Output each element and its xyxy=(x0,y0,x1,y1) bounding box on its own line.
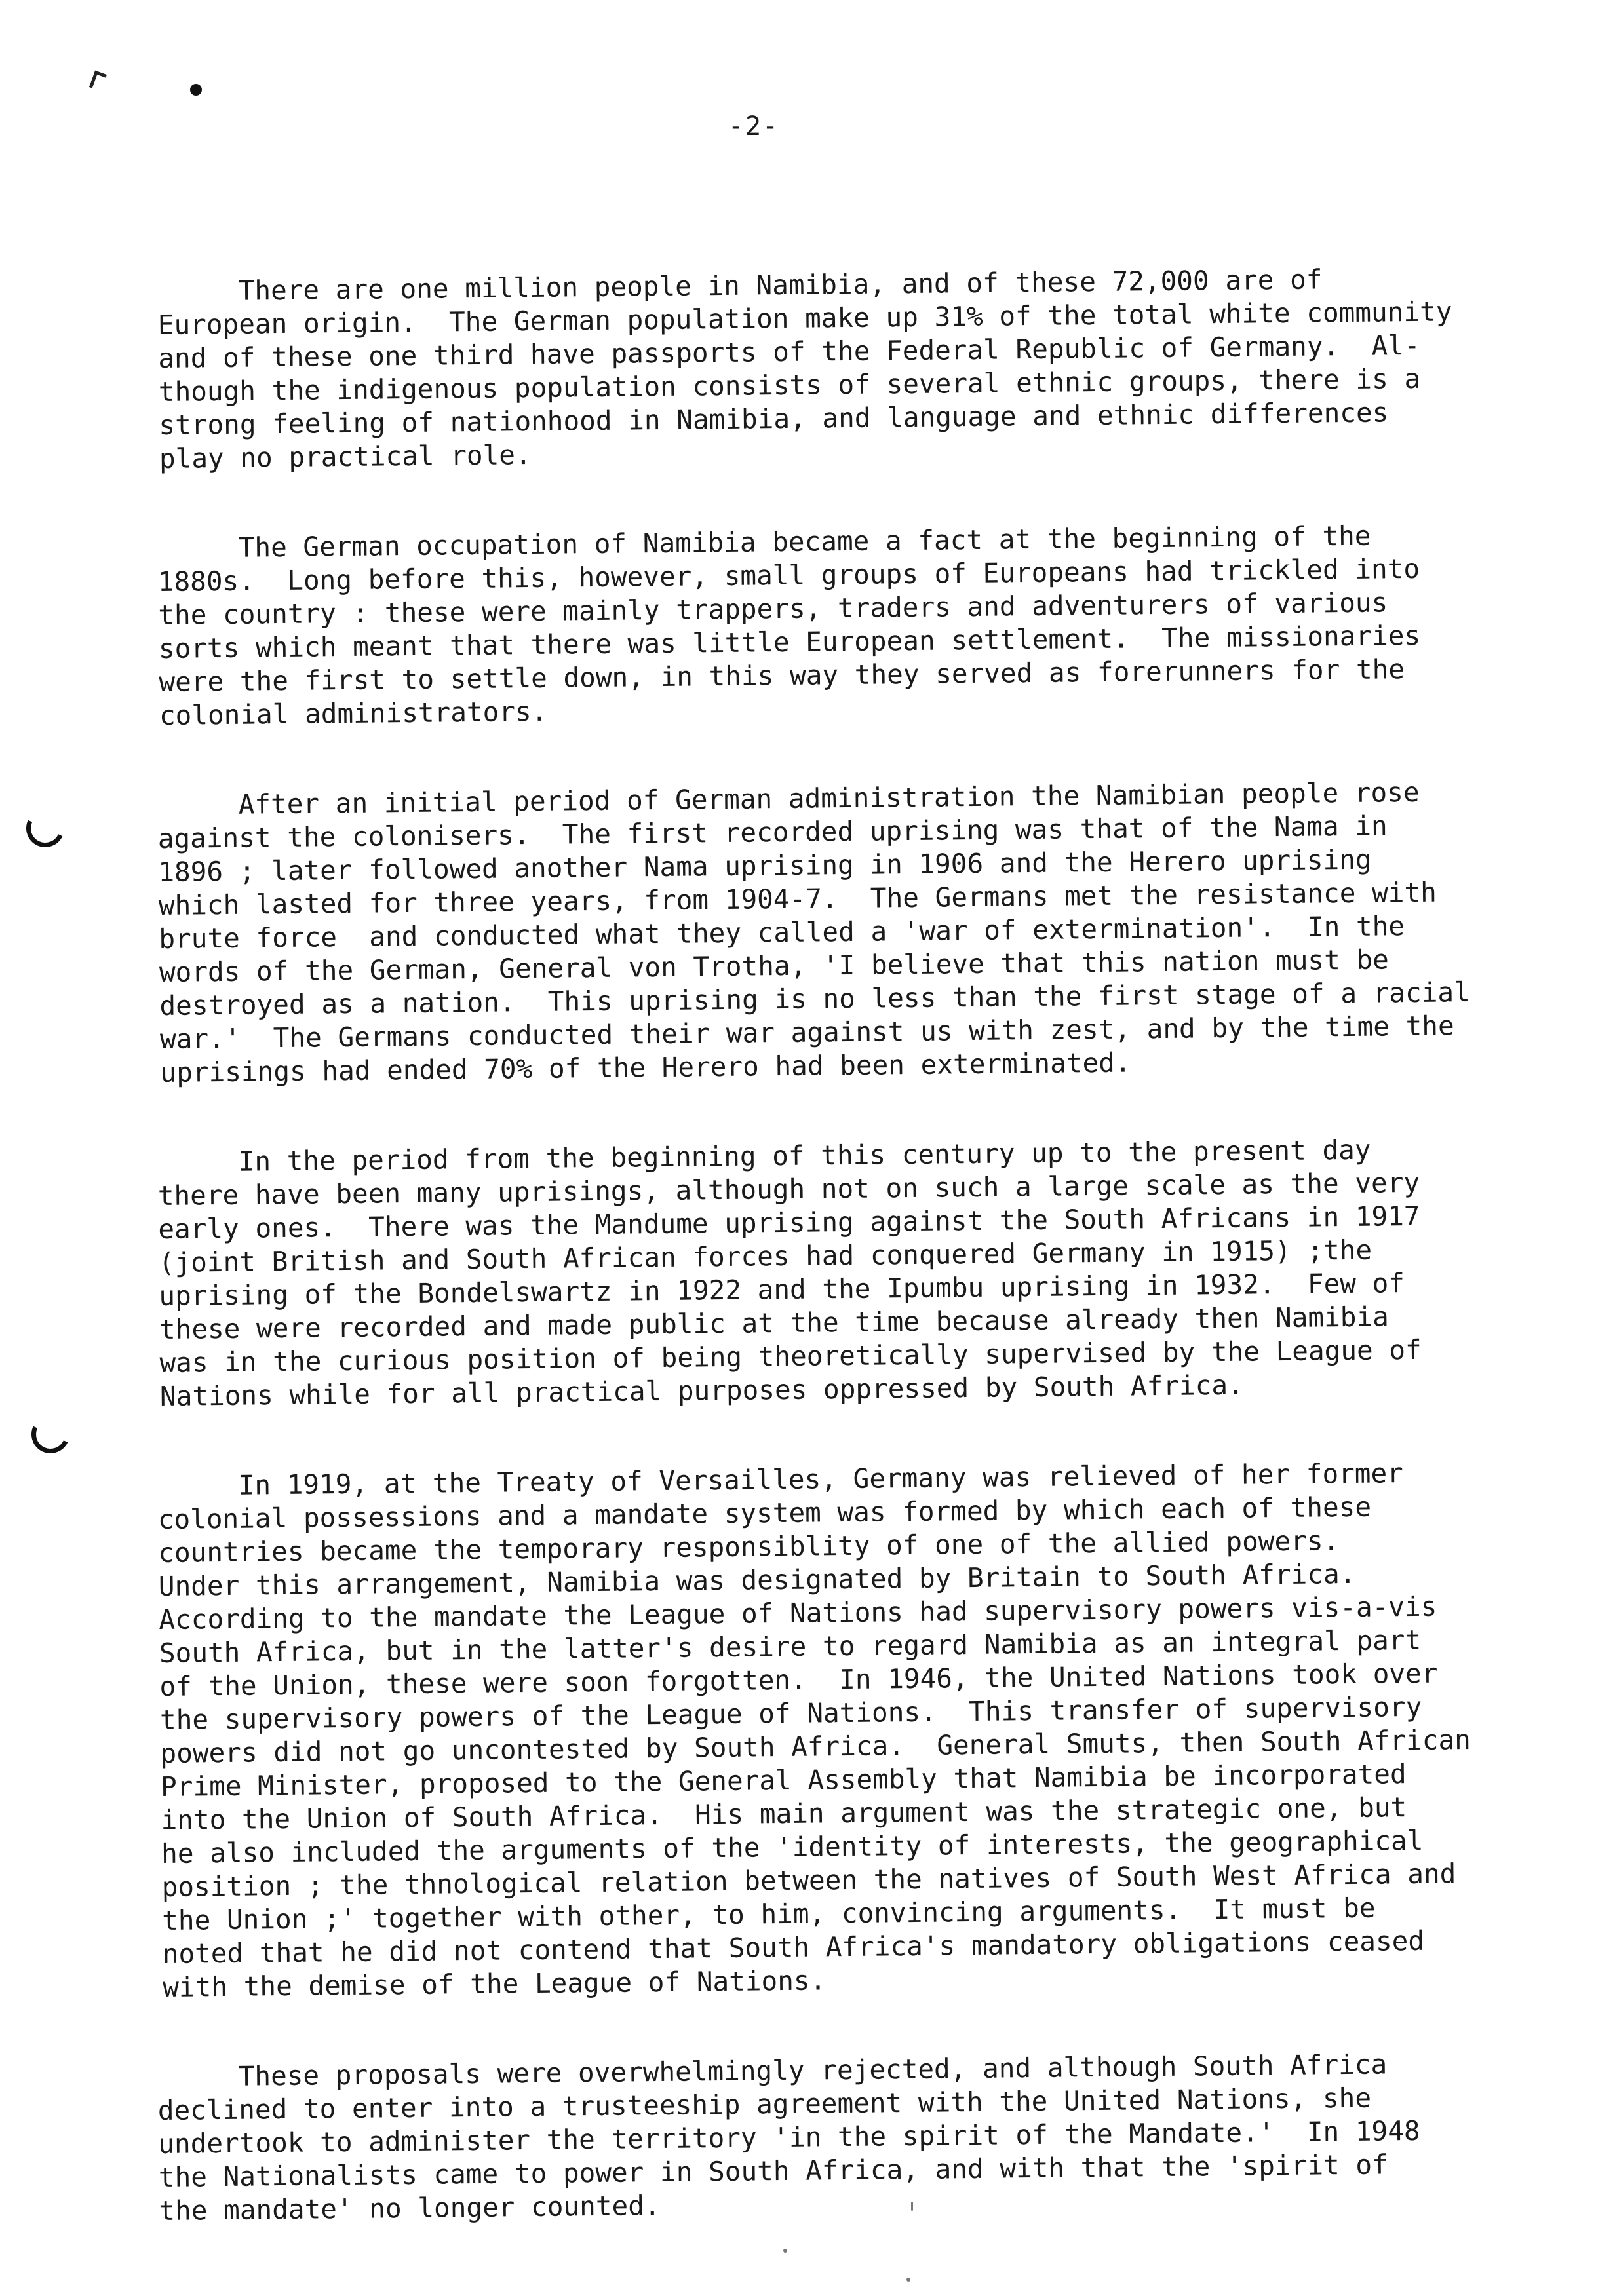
text-line: uprising of the Bondelswartz in 1922 and the Ipumbu uprising in 1932. Few of xyxy=(159,1267,1405,1312)
text-line: undertook to administer the territory 'in the spirit of the Mandate.' In 1948 xyxy=(158,2114,1420,2160)
text-line: which lasted for three years, from 1904-7. The Germans met the resistance with xyxy=(158,876,1437,921)
text-line: the Nationalists came to power in South Africa, and with that the 'spirit of xyxy=(158,2149,1389,2193)
text-line: colonial possessions and a mandate system was formed by which each of these xyxy=(157,1491,1372,1535)
text-line: uprisings had ended 70% of the Herero had been exterminated. xyxy=(160,1046,1131,1088)
text-line: countries became the temporary responsiblity of one of the allied powers. xyxy=(158,1525,1340,1569)
text-line: there have been many uprisings, although not on such a large scale as the very xyxy=(157,1166,1420,1212)
pen-tick-mark xyxy=(89,71,107,92)
text-line: the mandate' no longer counted. xyxy=(159,2189,661,2227)
text-line: words of the German, General von Trotha, 'I believe that this nation must be xyxy=(159,944,1390,988)
text-line: According to the mandate the League of Nations had supervisory powers vis-a-vis xyxy=(159,1590,1437,1636)
text-line: Under this arrangement, Namibia was designated by Britain to South Africa. xyxy=(158,1558,1356,1602)
paragraph xyxy=(157,2047,1470,2228)
text-line: into the Union of South Africa. His main argument was the strategic one, but xyxy=(161,1791,1407,1836)
text-line: brute force and conducted what they called a 'war of extermination'. In the xyxy=(159,910,1405,955)
text-line: play no practical role. xyxy=(159,439,532,474)
text-line: the country : these were mainly trappers, traders and adventurers of various xyxy=(158,586,1388,631)
text-line: and of these one third have passports of the Federal Republic of Germany. Al- xyxy=(158,329,1420,374)
text-line: destroyed as a nation. This uprising is no less than the first stage of a racial xyxy=(159,976,1471,1022)
scan-speck xyxy=(783,2249,787,2253)
text-line: Nations while for all practical purposes oppressed by South Africa. xyxy=(159,1369,1245,1412)
text-line: the Union ;' together with other, to him, convincing arguments. It must be xyxy=(161,1892,1376,1936)
text-line: European origin. The German population make up 31% of the total white community xyxy=(157,296,1452,341)
text-line: he also included the arguments of the 'identity of interests, the geographical xyxy=(161,1824,1424,1869)
punch-hole-mark xyxy=(26,1410,75,1459)
body-text xyxy=(157,263,1471,2284)
text-line: were the first to settle down, in this way they served as forerunners for the xyxy=(159,653,1405,698)
text-line: powers did not go uncontested by South Africa. General Smuts, then South African xyxy=(160,1724,1471,1769)
page-number: -2- xyxy=(728,111,780,142)
text-line: these were recorded and made public at the time because already then Namibia xyxy=(159,1301,1390,1345)
text-line: though the indigenous population consists of several ethnic groups, there is a xyxy=(158,362,1421,408)
paragraph xyxy=(157,1132,1471,1413)
text-line: Prime Minister, proposed to the General Assembly that Namibia be incorporated xyxy=(160,1758,1407,1803)
text-line: war.' The Germans conducted their war against us with zest, and by the time the xyxy=(159,1010,1454,1055)
paragraph xyxy=(157,518,1470,733)
text-line: In 1919, at the Treaty of Versailles, Germany was relieved of her former xyxy=(157,1457,1404,1502)
text-line: sorts which meant that there was little European settlement. The missionaries xyxy=(158,619,1421,664)
text-line: of the Union, these were soon forgotten. In 1946, the United Nations took over xyxy=(159,1657,1438,1702)
text-line: South Africa, but in the latter's desire to regard Namibia as an integral part xyxy=(159,1624,1422,1669)
text-line: early ones. There was the Mandume uprising against the South Africans in 1917 xyxy=(158,1200,1420,1245)
text-line: with the demise of the League of Nations. xyxy=(163,1964,827,2003)
text-line: position ; the thnological relation between the natives of South West Africa and xyxy=(161,1858,1456,1903)
text-line: the supervisory powers of the League of Nations. This transfer of supervisory xyxy=(159,1691,1422,1736)
text-line: The German occupation of Namibia became a fact at the beginning of the xyxy=(157,520,1371,564)
ink-dot-mark xyxy=(190,84,202,96)
text-line: 1880s. Long before this, however, small groups of Europeans had trickled into xyxy=(157,552,1420,598)
text-line: After an initial period of German administration the Namibian people rose xyxy=(157,776,1420,821)
text-line: declined to enter into a trusteeship agreement with the United Nations, she xyxy=(157,2082,1372,2126)
paragraph xyxy=(157,261,1470,476)
text-line: There are one million people in Namibia, and of these 72,000 are of xyxy=(157,263,1323,307)
text-line: noted that he did not contend that South Africa's mandatory obligations ceased xyxy=(162,1924,1425,1970)
text-line: These proposals were overwhelmingly rejected, and although South Africa xyxy=(157,2048,1388,2093)
text-line: against the colonisers. The first recorded uprising was that of the Nama in xyxy=(157,810,1388,854)
text-line: colonial administrators. xyxy=(159,695,548,731)
scan-speck xyxy=(906,2278,910,2282)
text-line: was in the curious position of being theoretically supervised by the League of xyxy=(159,1333,1422,1379)
text-line: In the period from the beginning of this century up to the present day xyxy=(157,1134,1371,1178)
paragraph xyxy=(157,1456,1473,2004)
punch-hole-mark xyxy=(21,804,69,852)
text-line: (joint British and South African forces had conquered Germany in 1915) ;the xyxy=(158,1234,1372,1278)
scan-speck xyxy=(911,2202,913,2211)
text-line: 1896 ; later followed another Nama uprising in 1906 and the Herero uprising xyxy=(158,843,1372,888)
text-line: strong feeling of nationhood in Namibia, and language and ethnic differences xyxy=(159,396,1389,441)
paragraph xyxy=(157,775,1471,1090)
